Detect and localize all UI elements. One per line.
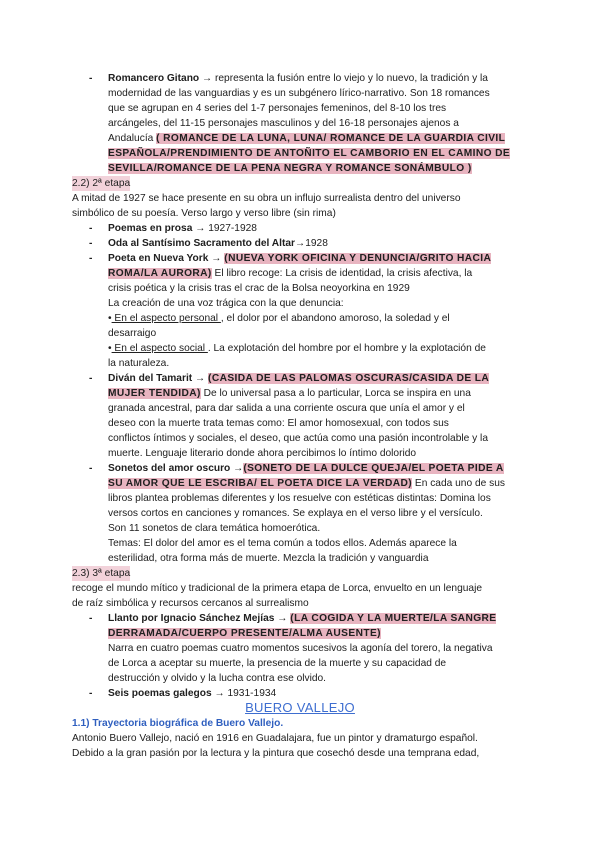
paragraph-text: , el dolor por el abandono amoroso, la soledad y el <box>220 313 450 324</box>
work-title: Poeta en Nueva York <box>108 253 209 264</box>
work-title: Sonetos del amor oscuro <box>108 463 231 474</box>
aspecto-social <box>108 341 486 356</box>
work-dates: → 1931-1934 <box>211 688 277 699</box>
list-dash <box>89 686 92 701</box>
romancero-title: Romancero Gitano <box>108 73 200 84</box>
section-heading-2-2: 2.2) 2ª etapa <box>72 178 131 189</box>
llanto-line-1 <box>108 611 496 626</box>
work-title: Poemas en prosa <box>108 223 193 234</box>
underlined-term: En el aspecto personal <box>111 313 221 324</box>
romancero-line-3: que se agrupan en 4 series del 1-7 personajes femeninos, del 8-10 los tres <box>108 103 447 114</box>
romancero-line-1 <box>108 71 488 86</box>
highlighted-poems: (NUEVA YORK OFICINA Y DENUNCIA/GRITO HACIA <box>224 253 492 264</box>
highlighted-poems: ROMA/LA AURORA) <box>108 268 212 279</box>
divan-line-4: deseo con la muerte trata temas como: El amor homosexual, con todos sus <box>108 418 449 429</box>
paragraph-text: . La explotación del hombre por el hombre y la explotación de <box>207 343 486 354</box>
nueva-york-line-2 <box>108 266 472 281</box>
sonetos-line-1 <box>108 461 504 476</box>
work-title: Seis poemas galegos <box>108 688 212 699</box>
paragraph-text: El libro recoge: La crisis de identidad, la crisis afectiva, la <box>211 268 473 279</box>
sonetos-line-3: libros plantea problemas diferentes y los resuelve con estéticas distintas: Domina los <box>108 493 491 504</box>
llanto-line-3: Narra en cuatro poemas cuatro momentos sucesivos la agonía del torero, la negativa <box>108 643 493 654</box>
list-dash <box>89 251 92 266</box>
divan-line-5: conflictos íntimos y sociales, el deseo, que actúa como una pasión incontrolable y la <box>108 433 488 444</box>
romancero-line-4: arcángeles, del 11-15 personajes masculinos y del 16-18 personajes ajenos a <box>108 118 459 129</box>
highlighted-poems: (LA COGIDA Y LA MUERTE/LA SANGRE <box>290 613 497 624</box>
sonetos-line-4: versos cortos en canciones y romances. Se explaya en el verso libre y el versículo. <box>108 508 483 519</box>
list-dash <box>89 71 92 86</box>
arrow: → <box>274 613 291 624</box>
list-dash <box>89 371 92 386</box>
highlighted-poems: DERRAMADA/CUERPO PRESENTE/ALMA AUSENTE) <box>108 628 381 639</box>
buero-line-2: Debido a la gran pasión por la lectura y la pintura que cosechó desde una temprana edad, <box>72 748 480 759</box>
etapa3-intro-1: recoge el mundo mítico y tradicional de la primera etapa de Lorca, envuelto en un lenguaje <box>72 583 483 594</box>
arrow: → <box>192 373 209 384</box>
sonetos-line-6: Temas: El dolor del amor es el tema común a todos ellos. Además aparece la <box>108 538 457 549</box>
arrow: → <box>230 463 244 474</box>
section-heading-2-3: 2.3) 3ª etapa <box>72 568 131 579</box>
highlighted-poems: ( ROMANCE DE LA LUNA, LUNA/ ROMANCE DE LA GUARDIA CIVIL <box>156 133 506 144</box>
llanto-line-5: destrucción y olvido y la lucha contra ese olvido. <box>108 673 327 684</box>
bullet: • <box>108 343 112 354</box>
etapa3-intro-2: de raíz simbólica y recursos cercanos al surrealismo <box>72 598 309 609</box>
nueva-york-line-1 <box>108 251 491 266</box>
buero-line-1: Antonio Buero Vallejo, nació en 1916 en Guadalajara, fue un pintor y dramaturgo español. <box>72 733 478 744</box>
work-title: Llanto por Ignacio Sánchez Mejías <box>108 613 275 624</box>
nueva-york-line-3: crisis poética y la crisis tras el crac de la Bolsa neoyorkina en 1929 <box>108 283 410 294</box>
divan-line-2 <box>108 386 471 401</box>
divan-line-1 <box>108 371 489 386</box>
highlighted-poems: (CASIDA DE LAS PALOMAS OSCURAS/CASIDA DE LA <box>208 373 490 384</box>
sonetos-line-7: esterilidad, otra forma más de muerte. Mezcla la tradición y vanguardia <box>108 553 429 564</box>
llanto-line-2 <box>108 626 381 641</box>
romancero-line-6 <box>108 146 510 161</box>
romancero-line-7 <box>108 161 472 176</box>
romancero-line-2: modernidad de las vanguardias y es un subgénero lírico-narrativo. Son 18 romances <box>108 88 490 99</box>
sonetos-line-5: Son 11 sonetos de clara temática homoerótica. <box>108 523 321 534</box>
highlighted-poems: SU AMOR QUE LE ESCRIBA/ EL POETA DICE LA VERDAD) <box>108 478 413 489</box>
nueva-york-line-4: La creación de una voz trágica con la que denuncia: <box>108 298 344 309</box>
divan-line-3: granada ancestral, para dar salida a una corriente oscura que unía el amor y el <box>108 403 465 414</box>
highlighted-poems: SEVILLA/ROMANCE DE LA PENA NEGRA Y ROMANCE SONÁMBULO ) <box>108 163 472 174</box>
llanto-line-4: de Lorca a aceptar su muerte, la presencia de la muerte y su capacidad de <box>108 658 447 669</box>
list-dash <box>89 236 92 251</box>
bullet: • <box>108 313 112 324</box>
underlined-term: En el aspecto social <box>111 343 208 354</box>
work-title: Diván del Tamarit <box>108 373 193 384</box>
subheading: 1.1) Trayectoria biográfica de Buero Vallejo. <box>72 718 284 729</box>
etapa2-intro-1: A mitad de 1927 se hace presente en su obra un influjo surrealista dentro del universo <box>72 193 461 204</box>
section-title: BUERO VALLEJO <box>245 700 355 715</box>
paragraph-text: De lo universal pasa a lo particular, Lorca se inspira en una <box>200 388 471 399</box>
aspecto-personal <box>108 311 450 326</box>
work-dates: →1928 <box>295 238 328 249</box>
work-dates: → 1927-1928 <box>192 223 257 234</box>
highlighted-poems: MUJER TENDIDA) <box>108 388 201 399</box>
list-dash <box>89 461 92 476</box>
etapa2-intro-2: simbólico de su poesía. Verso largo y verso libre (sin rima) <box>72 208 336 219</box>
sonetos-line-2 <box>108 476 505 491</box>
paragraph-text: En cada uno de sus <box>412 478 505 489</box>
aspecto-social-2: la naturaleza. <box>108 358 170 369</box>
highlighted-poems: (SONETO DE LA DULCE QUEJA/EL POETA PIDE A <box>243 463 504 474</box>
list-dash <box>89 221 92 236</box>
oda <box>108 236 328 251</box>
highlighted-poems: ESPAÑOLA/PRENDIMIENTO DE ANTOÑITO EL CAMBORIO EN EL CAMINO DE <box>108 148 511 159</box>
arrow: → <box>208 253 225 264</box>
galegos <box>108 686 276 701</box>
romancero-line-5 <box>108 131 505 146</box>
work-title: Oda al Santísimo Sacramento del Altar <box>108 238 296 249</box>
list-dash <box>89 611 92 626</box>
poemas-prosa <box>108 221 257 236</box>
romancero-text: → representa la fusión entre lo viejo y lo nuevo, la tradición y la <box>199 73 488 84</box>
romancero-text: Andalucía <box>108 133 157 144</box>
aspecto-personal-2: desarraigo <box>108 328 157 339</box>
divan-line-6: muerte. Lenguaje literario donde ahora percibimos lo íntimo dolorido <box>108 448 417 459</box>
